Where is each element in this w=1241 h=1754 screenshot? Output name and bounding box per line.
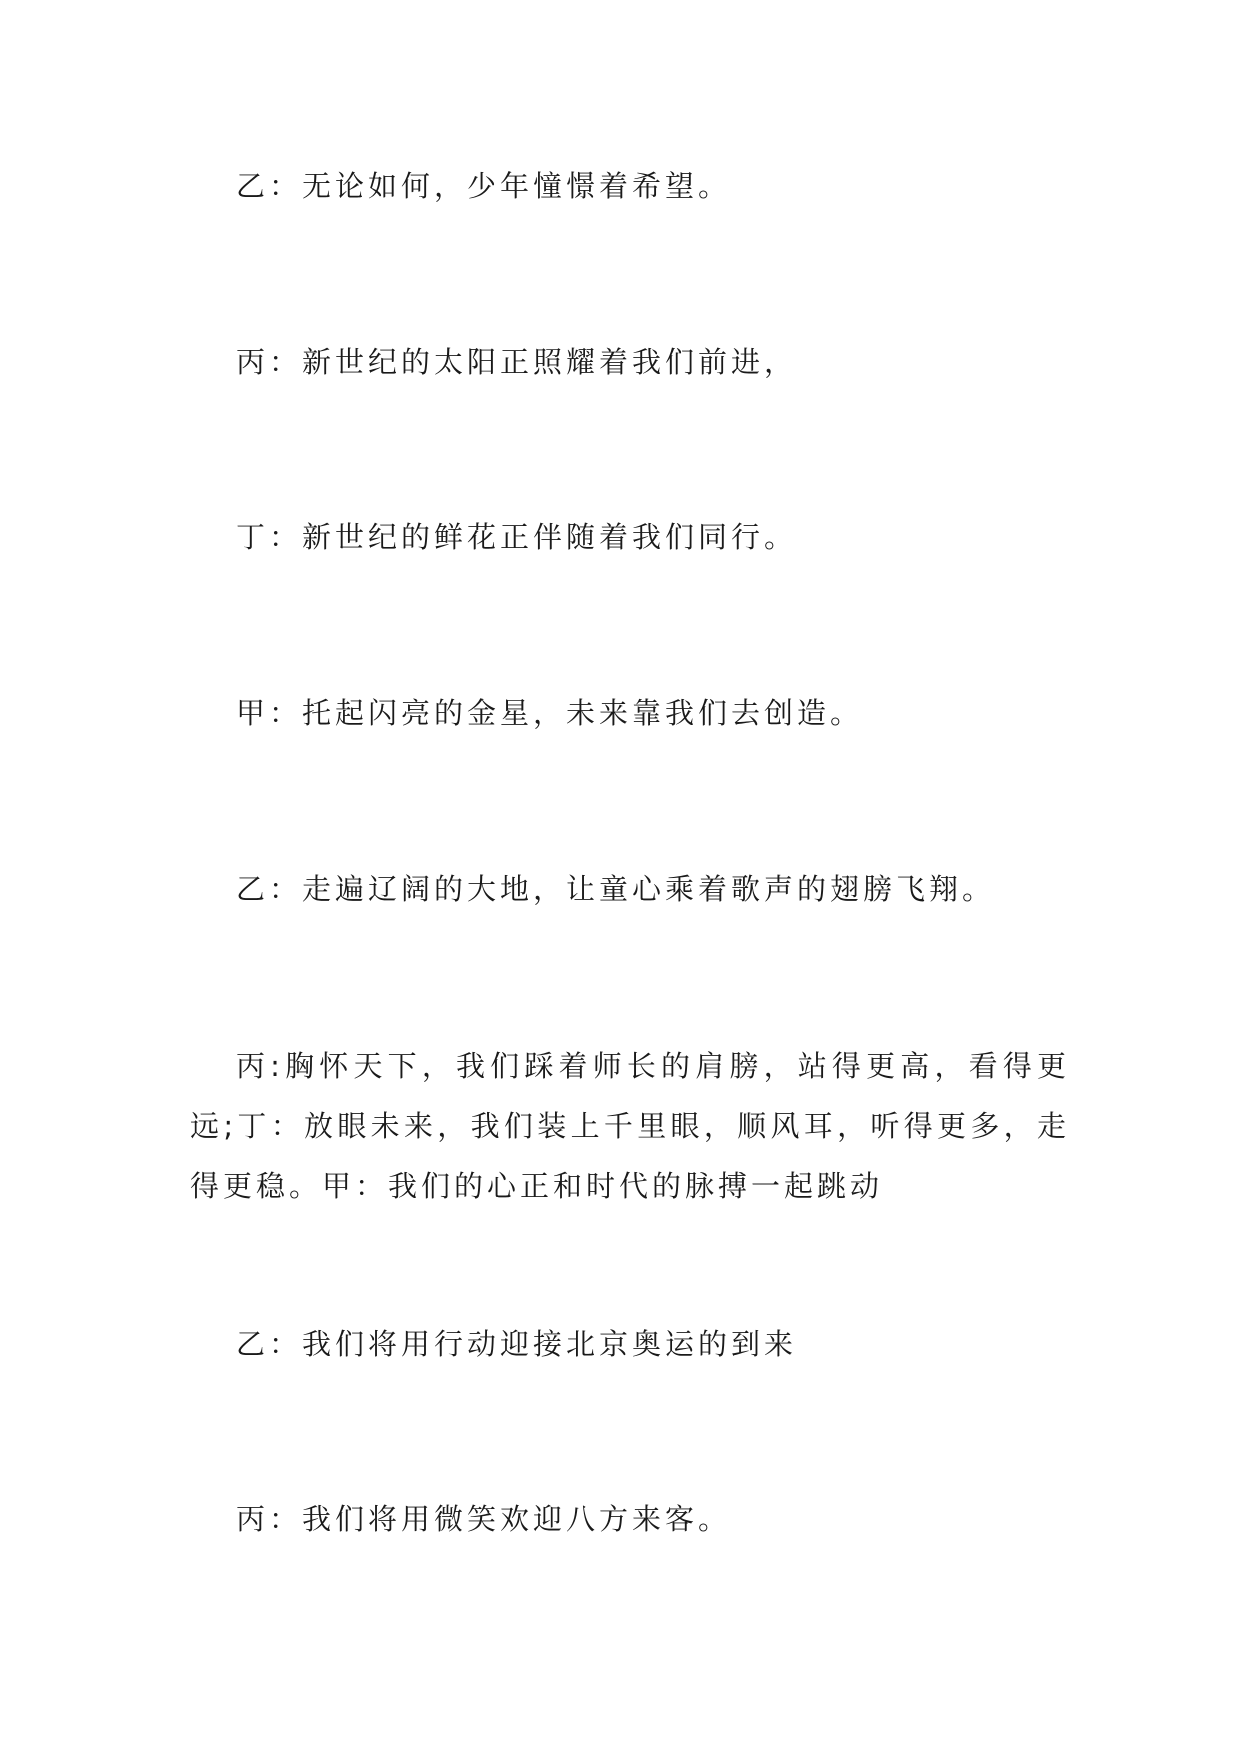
dialogue-line: 丁：新世纪的鲜花正伴随着我们同行。	[236, 520, 798, 554]
dialogue-line: 乙：走遍辽阔的大地，让童心乘着歌声的翅膀飞翔。	[236, 872, 996, 906]
dialogue-line: 甲：托起闪亮的金星，未来靠我们去创造。	[236, 696, 864, 730]
dialogue-line: 丙：我们将用微笑欢迎八方来客。	[236, 1502, 732, 1536]
dialogue-line: 乙：无论如何，少年憧憬着希望。	[236, 169, 732, 203]
dialogue-paragraph: 丙:胸怀天下，我们踩着师长的肩膀，站得更高，看得更远;丁：放眼未来，我们装上千里眼，顺风耳，听得更多，走得更稳。甲：我们的心正和时代的脉搏一起跳动	[190, 1049, 1070, 1203]
dialogue-line: 乙：我们将用行动迎接北京奥运的到来	[236, 1327, 798, 1361]
dialogue-line: 丙：新世纪的太阳正照耀着我们前进，	[236, 345, 798, 379]
